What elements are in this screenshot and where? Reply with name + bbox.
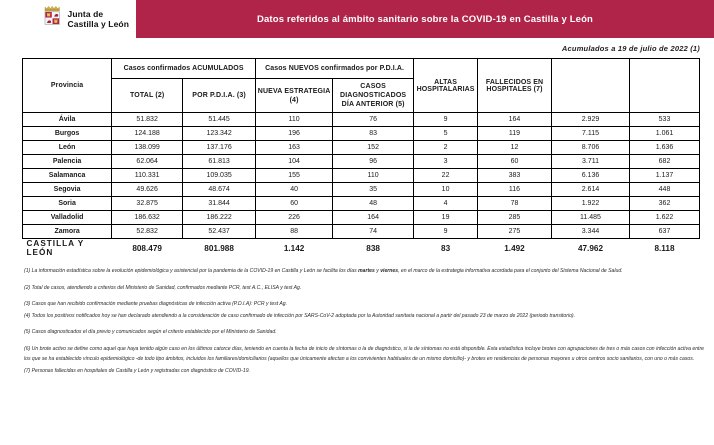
cell-dia-anterior: 152 [333, 141, 414, 155]
cell-total: 49.626 [112, 183, 183, 197]
cell-fallecidos: 1.636 [630, 141, 700, 155]
cell-provincia: Salamanca [23, 169, 112, 183]
cell-brotes-activos: 2 [414, 141, 478, 155]
cell-fallecidos: 1.622 [630, 211, 700, 225]
footnote-2: (2) Total de casos, atendiendo a criterios del Ministerio de Sanidad, confirmados mediante PCR, test A.C., ELISA y test Ag. [24, 284, 302, 291]
cell-altas: 1.922 [551, 197, 629, 211]
footnotes [0, 257, 714, 376]
table-row [23, 141, 700, 155]
cell-fallecidos: 1.137 [630, 169, 700, 183]
cell-casos-vinculados: 116 [478, 183, 552, 197]
cell-casos-vinculados: 164 [478, 113, 552, 127]
table-row [23, 169, 700, 183]
col-header-altas-hospitalarias [551, 59, 629, 113]
cell-total: 138.099 [112, 141, 183, 155]
cell-brotes-activos: 10 [414, 183, 478, 197]
cell-dia-anterior: 35 [333, 183, 414, 197]
cell-provincia: Soria [23, 197, 112, 211]
cell-fallecidos: 533 [630, 113, 700, 127]
cell-provincia: Zamora [23, 225, 112, 239]
cell-por-pdia: 31.844 [183, 197, 256, 211]
junta-logo-line2: Castilla y León [67, 19, 129, 29]
cell-nueva-estrategia: 60 [256, 197, 333, 211]
cell-altas: 7.115 [551, 127, 629, 141]
cell-casos-vinculados: 285 [478, 211, 552, 225]
cell-por-pdia: 137.176 [183, 141, 256, 155]
cell-fallecidos: 1.061 [630, 127, 700, 141]
cell-brotes-activos: 4 [414, 197, 478, 211]
cell-dia-anterior: 164 [333, 211, 414, 225]
cell-brotes-activos: 3 [414, 155, 478, 169]
cell-por-pdia: 61.813 [183, 155, 256, 169]
cell-total: 51.832 [112, 113, 183, 127]
footnote-3: (3) Casos que han recibido confirmación mediante pruebas diagnósticas de infección activa (P.D.I.A): PCR y test Ag. [24, 301, 288, 307]
footnote-5: (5) Casos diagnosticados el día previo y comunicados según el criterio establecido por el Ministerio de Sanidad. [24, 329, 277, 335]
covid-data-table [22, 58, 700, 257]
cell-por-pdia: 51.445 [183, 113, 256, 127]
cell-casos-vinculados: 119 [478, 127, 552, 141]
footnote-7: (7) Personas fallecidas en hospitales de Castilla y León y registradas con diagnóstico de COVID-19. [24, 367, 250, 374]
junta-logo [0, 0, 136, 38]
total-fallecidos: 8.118 [630, 239, 700, 258]
cell-dia-anterior: 96 [333, 155, 414, 169]
total-altas: 47.962 [551, 239, 629, 258]
page-header [0, 0, 714, 38]
cell-dia-anterior: 110 [333, 169, 414, 183]
cell-nueva-estrategia: 226 [256, 211, 333, 225]
total-dia-anterior: 838 [333, 239, 414, 258]
cell-dia-anterior: 48 [333, 197, 414, 211]
cell-nueva-estrategia: 155 [256, 169, 333, 183]
cell-total: 124.188 [112, 127, 183, 141]
cell-fallecidos: 448 [630, 183, 700, 197]
cell-altas: 2.614 [551, 183, 629, 197]
cell-casos-vinculados: 60 [478, 155, 552, 169]
cell-por-pdia: 109.035 [183, 169, 256, 183]
table-row [23, 127, 700, 141]
cell-dia-anterior: 83 [333, 127, 414, 141]
cell-nueva-estrategia: 104 [256, 155, 333, 169]
cell-altas: 3.711 [551, 155, 629, 169]
cell-total: 32.875 [112, 197, 183, 211]
table-foot [23, 239, 700, 258]
cell-provincia: Segovia [23, 183, 112, 197]
junta-logo-text [68, 9, 130, 29]
footnote-1-bold-martes: martes [358, 268, 375, 274]
table-row [23, 225, 700, 239]
col-header-provincia: Provincia [23, 59, 112, 113]
col-header-nueva-estrategia: NUEVA ESTRATEGIA (4) [256, 79, 333, 113]
cell-altas: 2.929 [551, 113, 629, 127]
cell-provincia: León [23, 141, 112, 155]
cell-total: 186.632 [112, 211, 183, 225]
col-header-casos-vinculados: FALLECIDOS EN HOSPITALES (7) [478, 59, 552, 113]
covid-table-container [0, 53, 714, 257]
col-header-brotes-activos: ALTAS HOSPITALARIAS [414, 59, 478, 113]
cell-casos-vinculados: 275 [478, 225, 552, 239]
cell-nueva-estrategia: 163 [256, 141, 333, 155]
total-nueva-estrategia: 1.142 [256, 239, 333, 258]
cell-por-pdia: 48.674 [183, 183, 256, 197]
cell-provincia: Valladolid [23, 211, 112, 225]
total-por-pdia: 801.988 [183, 239, 256, 258]
cell-total: 62.064 [112, 155, 183, 169]
footnote-1-bold-viernes: viernes [380, 268, 399, 274]
table-group-header-row [23, 59, 700, 79]
total-casos-vinculados: 1.492 [478, 239, 552, 258]
table-row [23, 183, 700, 197]
accumulated-date-note: Acumulados a 19 de julio de 2022 (1) [561, 44, 700, 53]
table-body [23, 113, 700, 239]
cell-casos-vinculados: 383 [478, 169, 552, 183]
cell-dia-anterior: 74 [333, 225, 414, 239]
cell-fallecidos: 682 [630, 155, 700, 169]
footnote-1-part-b: y [374, 268, 381, 274]
footnote-4: (4) Todos los positivos notificados hoy se han declarado atendiendo a la consideración de caso confirmado de infección por SARS-CoV-2 adoptada por la Autoridad sanitaria nacional a partir del pasado 23 de marzo de 2022 (periodo transitorio). [24, 312, 576, 319]
col-header-por-pdia: POR P.D.I.A. (3) [183, 79, 256, 113]
cell-por-pdia: 52.437 [183, 225, 256, 239]
footnote-6: (6) Un brote activo se define como aquel que haya tenido algún caso en los últimos catorce días, teniendo en cuenta la fecha de inicio de síntomas o la de diagnóstico, si la de síntomas no está disponible. Esta estadística incluye brotes con agrupaciones de tres o más casos con infección activa entre los que se ha establecido vínculo epidemiológico -de todo tipo ámbitos, incluidos los familiares/domiciliarios (aquellos que únicamente afectan a los convivientes habituales de un mismo domicilio)- y brotes en residencias de personas mayores u otros centros socio sanitarios, con uno o más casos. [24, 345, 704, 362]
cell-casos-vinculados: 78 [478, 197, 552, 211]
table-row [23, 113, 700, 127]
cell-provincia: Palencia [23, 155, 112, 169]
footnote-1 [24, 266, 704, 277]
cell-total: 52.832 [112, 225, 183, 239]
cell-fallecidos: 637 [630, 225, 700, 239]
col-header-casos-acumulados: Casos confirmados ACUMULADOS [112, 59, 256, 79]
table-total-row [23, 239, 700, 258]
total-label: CASTILLA Y LEÓN [23, 239, 112, 258]
col-header-total: TOTAL (2) [112, 79, 183, 113]
footnote-1-part-a: (1) La información estadística sobre la evolución epidemiológica y asistencial por la pandemia de la COVID-19 en Castilla y León se facilita los días [24, 268, 359, 274]
cell-provincia: Burgos [23, 127, 112, 141]
cell-altas: 11.485 [551, 211, 629, 225]
cell-brotes-activos: 19 [414, 211, 478, 225]
cell-nueva-estrategia: 110 [256, 113, 333, 127]
table-row [23, 211, 700, 225]
cell-altas: 6.136 [551, 169, 629, 183]
cell-provincia: Ávila [23, 113, 112, 127]
table-row [23, 155, 700, 169]
cell-brotes-activos: 22 [414, 169, 478, 183]
col-header-fallecidos [630, 59, 700, 113]
cell-nueva-estrategia: 40 [256, 183, 333, 197]
col-header-dia-anterior: CASOS DIAGNOSTICADOS DÍA ANTERIOR (5) [333, 79, 414, 113]
cell-brotes-activos: 9 [414, 225, 478, 239]
cell-altas: 3.344 [551, 225, 629, 239]
cell-dia-anterior: 76 [333, 113, 414, 127]
total-brotes-activos: 83 [414, 239, 478, 258]
cell-casos-vinculados: 12 [478, 141, 552, 155]
table-row [23, 197, 700, 211]
cell-brotes-activos: 9 [414, 113, 478, 127]
page-title: Datos referidos al ámbito sanitario sobre la COVID-19 en Castilla y León [256, 13, 593, 25]
cell-fallecidos: 362 [630, 197, 700, 211]
cell-brotes-activos: 5 [414, 127, 478, 141]
cell-por-pdia: 123.342 [183, 127, 256, 141]
cell-nueva-estrategia: 196 [256, 127, 333, 141]
junta-castilla-y-leon-crest-icon [41, 4, 65, 34]
title-banner [136, 0, 714, 38]
total-total: 808.479 [112, 239, 183, 258]
junta-logo-line1: Junta de [67, 9, 104, 19]
footnote-1-part-c: , en el marco de la estrategia informativa acordada para el conjunto del Sistema Nacional de Salud. [398, 268, 623, 274]
cell-por-pdia: 186.222 [183, 211, 256, 225]
cell-total: 110.331 [112, 169, 183, 183]
cell-altas: 8.706 [551, 141, 629, 155]
col-header-casos-nuevos: Casos NUEVOS confirmados por P.D.I.A. [256, 59, 414, 79]
cell-nueva-estrategia: 88 [256, 225, 333, 239]
